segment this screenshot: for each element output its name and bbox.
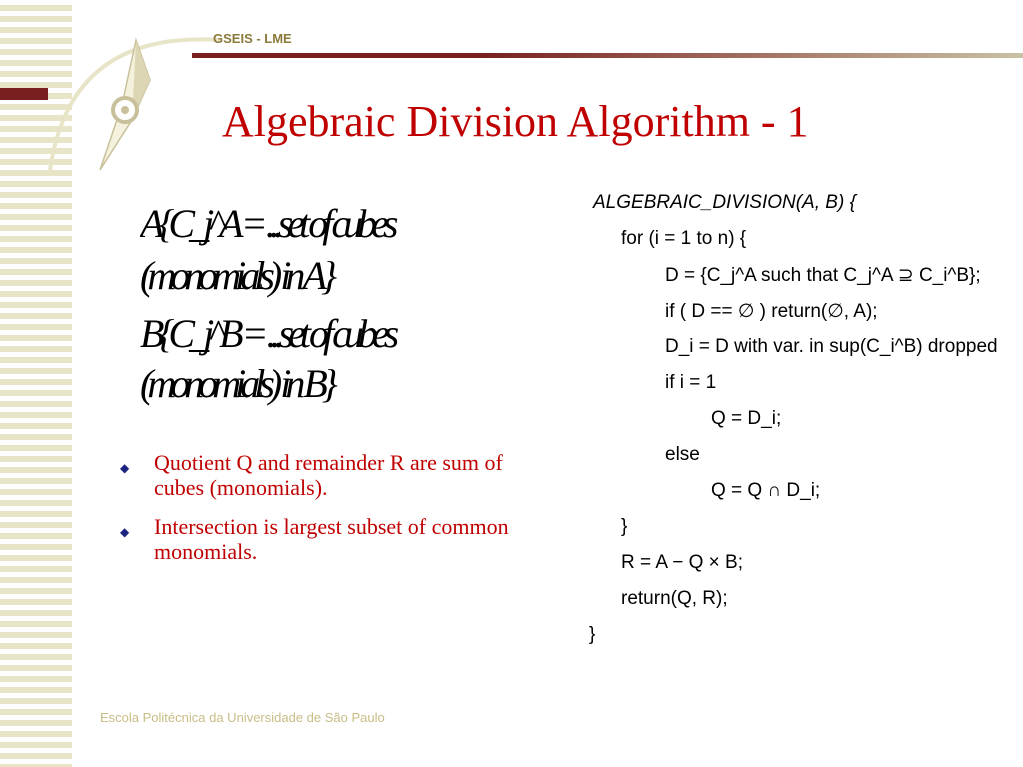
algo-line: Q = D_i; — [711, 408, 782, 429]
footer-text: Escola Politécnica da Universidade de São Paulo — [100, 710, 385, 725]
algo-line: ALGEBRAIC_DIVISION(A, B) { — [593, 192, 856, 213]
algo-line: R = A − Q × B; — [621, 552, 743, 573]
formula-line-4: (monomials) in B} — [140, 361, 332, 406]
algo-line: Q = Q ∩ D_i; — [711, 480, 821, 501]
diamond-bullet-icon: ◆ — [120, 525, 130, 539]
bullet-text: Intersection is largest subset of common monomials. — [154, 514, 509, 564]
bullet-text: Quotient Q and remainder R are sum of cubes (monomials). — [154, 450, 503, 500]
formula-line-2: (monomials) in A} — [140, 253, 332, 298]
header-label: GSEIS - LME — [213, 31, 292, 46]
algo-line: if ( D == ∅ ) return(∅, A); — [665, 301, 878, 322]
formula-line-3: B{C_j^B = ...set of cubes — [140, 311, 394, 356]
header-rule — [192, 53, 1023, 58]
bullet-item — [118, 450, 538, 500]
algo-line: D = {C_j^A such that C_j^A ⊇ C_i^B}; — [665, 265, 981, 286]
bullet-list — [118, 450, 538, 578]
algo-line: return(Q, R); — [621, 588, 728, 609]
algo-line: } — [621, 516, 628, 537]
algo-line: } — [589, 624, 596, 645]
algo-line: if i = 1 — [665, 372, 717, 393]
algo-line: D_i = D with var. in sup(C_i^B) dropped — [665, 336, 998, 357]
bullet-item — [118, 514, 538, 564]
formula-line-1: A{C_j^A = ...set of cubes — [140, 201, 393, 246]
slide-title: Algebraic Division Algorithm - 1 — [222, 97, 809, 146]
algo-line: else — [665, 444, 700, 465]
compass-icon — [40, 10, 230, 180]
algo-line: for (i = 1 to n) { — [621, 228, 747, 249]
diamond-bullet-icon: ◆ — [120, 461, 130, 475]
